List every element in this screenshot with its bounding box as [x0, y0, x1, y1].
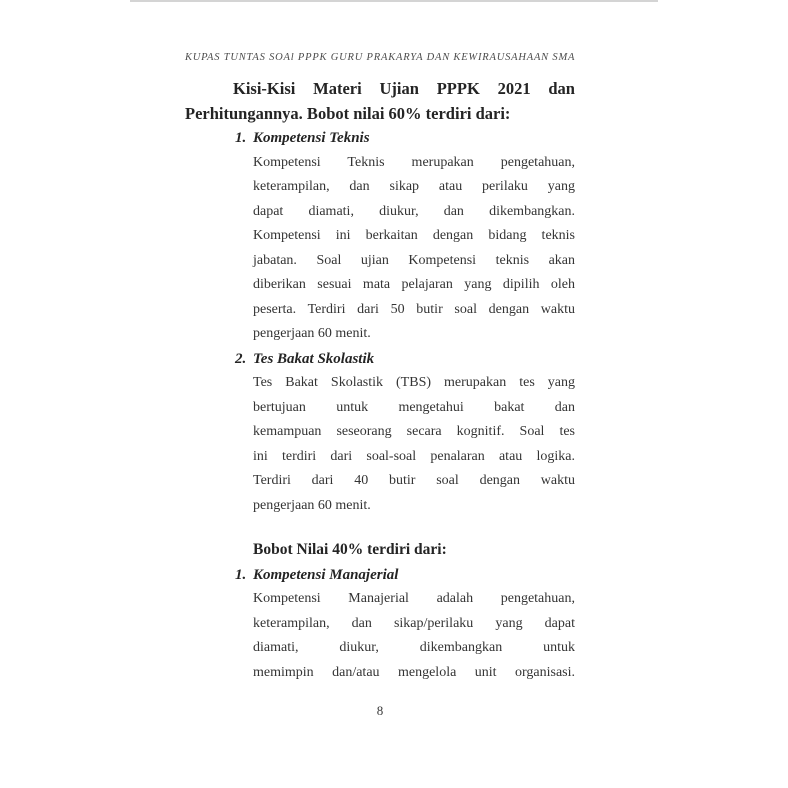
- page-title-line-2: Perhitungannya. Bobot nilai 60% terdiri dari:: [185, 103, 511, 123]
- paragraph-line: dapat diamati, diukur, dan dikembangkan.: [253, 203, 575, 219]
- paragraph-line: peserta. Terdiri dari 50 butir soal dengan waktu: [253, 301, 575, 317]
- list-item-heading-tes-bakat-skolastik: [235, 347, 575, 372]
- paragraph-line: pengerjaan 60 menit.: [253, 326, 371, 341]
- top-edge-line: [130, 0, 658, 2]
- list-heading-label: Kompetensi Teknis: [253, 130, 370, 146]
- page-title: [185, 77, 575, 126]
- paragraph-line: ini terdiri dari soal-soal penalaran atau logika.: [253, 448, 575, 464]
- paragraph-line: Kompetensi Teknis merupakan pengetahuan,: [253, 154, 575, 170]
- list-number: 1.: [235, 566, 247, 583]
- list-number: 2.: [235, 350, 247, 367]
- paragraph-line: Kompetensi ini berkaitan dengan bidang teknis: [253, 228, 575, 243]
- paragraph-tes-bakat-skolastik: [253, 371, 575, 518]
- list-heading-label: Tes Bakat Skolastik: [253, 350, 375, 367]
- paragraph-line: pengerjaan 60 menit.: [253, 497, 371, 513]
- paragraph-kompetensi-teknis: [253, 151, 575, 347]
- running-head: KUPAS TUNTAS SOAl PPPK GURU PRAKARYA DAN KEWIRAUSAHAAN SMA: [185, 52, 576, 63]
- paragraph-line: jabatan. Soal ujian Kompetensi teknis akan: [253, 252, 575, 268]
- paragraph-line: kemampuan seseorang secara kognitif. Soal tes: [253, 424, 575, 439]
- paragraph-line: bertujuan untuk mengetahui bakat dan: [253, 399, 575, 415]
- paragraph-kompetensi-manajerial: [253, 587, 575, 685]
- paragraph-line: memimpin dan/atau mengelola unit organisasi.: [253, 664, 575, 680]
- list-item-heading-kompetensi-manajerial: [235, 563, 575, 588]
- paragraph-line: Tes Bakat Skolastik (TBS) merupakan tes yang: [253, 375, 575, 390]
- subheading-bobot-40: Bobot Nilai 40% terdiri dari:: [253, 541, 447, 558]
- paragraph-line: diamati, diukur, dikembangkan untuk: [253, 640, 575, 655]
- page-number: 8: [376, 703, 384, 718]
- page-title-line-1: Kisi-Kisi Materi Ujian PPPK 2021 dan: [233, 79, 575, 98]
- paragraph-line: Terdiri dari 40 butir soal dengan waktu: [253, 473, 575, 488]
- list-item-heading-kompetensi-teknis: [235, 126, 575, 151]
- paragraph-line: diberikan sesuai mata pelajaran yang dipilih oleh: [253, 277, 575, 292]
- list-number: 1.: [235, 130, 247, 146]
- list-heading-label: Kompetensi Manajerial: [253, 566, 399, 583]
- page-content: [185, 52, 575, 719]
- paragraph-line: keterampilan, dan sikap/perilaku yang dapat: [253, 615, 575, 631]
- paragraph-line: Kompetensi Manajerial adalah pengetahuan,: [253, 591, 575, 606]
- paragraph-line: keterampilan, dan sikap atau perilaku yang: [253, 179, 575, 194]
